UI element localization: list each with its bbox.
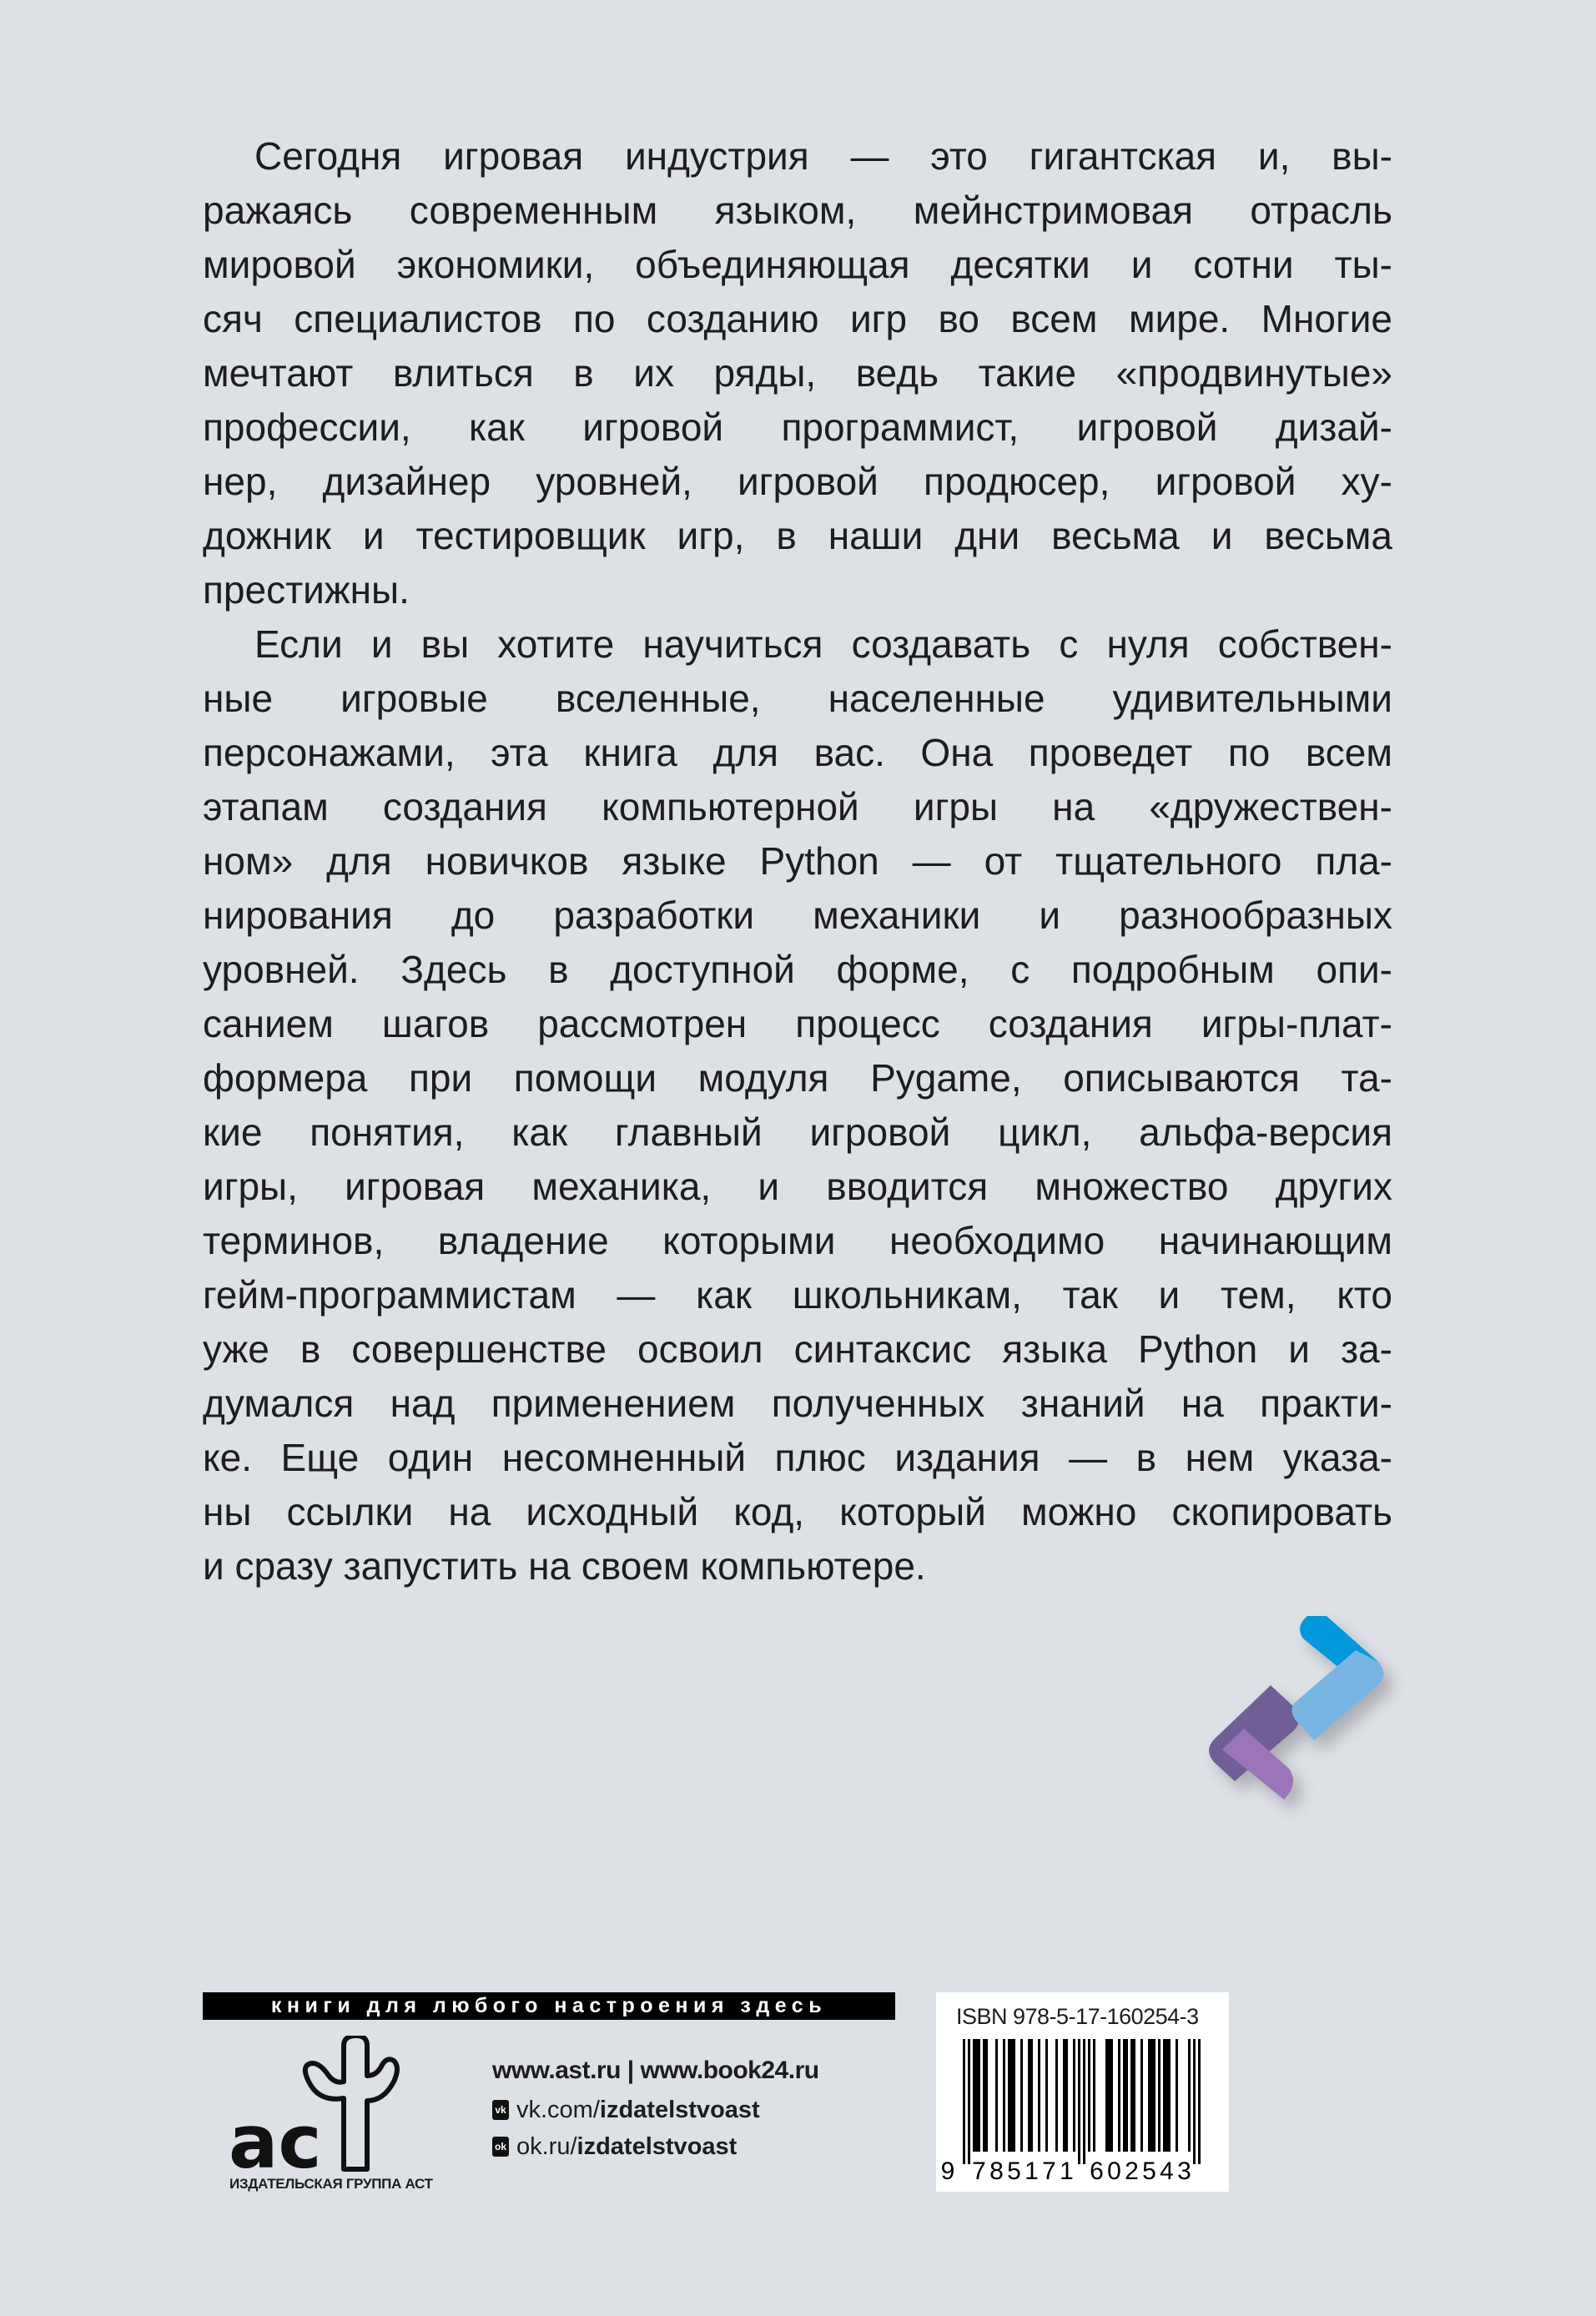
text-line: и сразу запустить на своем компьютере. xyxy=(203,1544,926,1588)
barcode-bar xyxy=(978,2039,980,2152)
text-line: уровней. Здесь в доступной форме, с подробным опи- xyxy=(203,948,1392,991)
barcode-bar xyxy=(1073,2039,1075,2152)
barcode-bar xyxy=(1063,2039,1065,2152)
barcode-bar xyxy=(1123,2039,1125,2152)
text-line: ке. Еще один несомненный плюс издания — в нем указа- xyxy=(203,1436,1392,1479)
barcode-bar xyxy=(1148,2039,1150,2152)
text-line: формера при помощи модуля Pygame, описываются та- xyxy=(203,1056,1392,1100)
barcode-digit: 1 xyxy=(1060,2157,1074,2185)
barcode-bar xyxy=(963,2039,965,2164)
text-line: терминов, владение которыми необходимо начинающим xyxy=(203,1219,1392,1262)
barcode-bar xyxy=(1020,2039,1023,2152)
barcode-bar xyxy=(1088,2039,1090,2152)
barcode-bar xyxy=(985,2039,988,2152)
barcode-bar xyxy=(1065,2039,1068,2152)
barcode-digit: 0 xyxy=(1107,2157,1121,2185)
website-links[interactable]: www.ast.ru | www.book24.ru xyxy=(492,2057,819,2084)
barcode-bar xyxy=(1125,2039,1128,2152)
publisher-slogan-banner: книги для любого настроения здесь xyxy=(203,1992,895,2020)
barcode-bar xyxy=(1045,2039,1048,2152)
text-line: кие понятия, как главный игровой цикл, альфа-версия xyxy=(203,1110,1392,1154)
text-line: нирования до разработки механики и разнообразных xyxy=(203,894,1392,937)
barcode-bar xyxy=(1083,2039,1085,2164)
barcode-bar xyxy=(1168,2039,1171,2152)
barcode-digit: 3 xyxy=(1177,2157,1191,2185)
ok-prefix: ok.ru/ xyxy=(516,2132,577,2160)
barcode-digit: 9 xyxy=(940,2157,955,2185)
barcode-bar xyxy=(1140,2039,1143,2152)
barcode-bar xyxy=(1093,2039,1095,2152)
barcode-bar xyxy=(1105,2039,1108,2152)
isbn-barcode-box xyxy=(936,1992,1229,2192)
text-line: мировой экономики, объединяющая десятки и сотни ты- xyxy=(203,243,1392,286)
ean13-barcode xyxy=(936,2039,1229,2192)
text-line: сяч специалистов по созданию игр во всем мире. Многие xyxy=(203,297,1392,340)
publisher-links xyxy=(492,2052,819,2162)
isbn-label: ISBN 978-5-17-160254-3 xyxy=(956,2004,1199,2029)
text-line: санием шагов рассмотрен процесс создания игры-плат- xyxy=(203,1002,1392,1045)
text-line: гейм-программистам — как школьникам, так и тем, кто xyxy=(203,1273,1392,1317)
text-line: игры, игровая механика, и вводится множество других xyxy=(203,1165,1392,1208)
book-description xyxy=(203,129,1392,1594)
vk-handle: izdatelstvoast xyxy=(599,2096,760,2123)
barcode-bar xyxy=(1010,2039,1013,2152)
barcode-bar xyxy=(1133,2039,1135,2152)
barcode-digit: 4 xyxy=(1160,2157,1174,2185)
barcode-digit: 2 xyxy=(1125,2157,1139,2185)
text-line: ные игровые вселенные, населенные удивительными xyxy=(203,677,1392,720)
vk-link[interactable] xyxy=(492,2094,819,2126)
barcode-bar xyxy=(1118,2039,1120,2152)
text-line: Если и вы хотите научиться создавать с нуля собствен- xyxy=(254,622,1392,666)
text-line: Сегодня игровая индустрия — это гигантская и, вы- xyxy=(254,134,1392,178)
barcode-bar xyxy=(1078,2039,1080,2164)
barcode-bar xyxy=(1108,2039,1110,2152)
ast-publisher-logo xyxy=(219,2036,436,2178)
barcode-bar xyxy=(1153,2039,1155,2152)
vk-icon: vk xyxy=(492,2100,509,2120)
text-line: дожник и тестировщик игр, в наши дни весьма и весьма xyxy=(203,514,1392,557)
barcode-digit: 7 xyxy=(1042,2157,1056,2185)
text-line: персонажами, эта книга для вас. Она проведет по всем xyxy=(203,731,1392,774)
ok-icon: ok xyxy=(492,2137,509,2157)
barcode-bar xyxy=(1163,2039,1166,2152)
vk-prefix: vk.com/ xyxy=(516,2096,600,2123)
barcode-bar xyxy=(1198,2039,1201,2164)
barcode-bar xyxy=(1008,2039,1010,2152)
text-line: престижны. xyxy=(203,568,410,612)
logo-text: ac xyxy=(229,2099,322,2178)
barcode-bar xyxy=(1188,2039,1191,2152)
barcode-bar xyxy=(975,2039,978,2152)
barcode-bar xyxy=(1055,2039,1058,2152)
text-line: нер, дизайнер уровней, игровой продюсер, игровой ху- xyxy=(203,460,1392,503)
ok-handle: izdatelstvoast xyxy=(576,2132,738,2160)
code-brackets-icon xyxy=(1189,1602,1406,1827)
barcode-bar xyxy=(1013,2039,1015,2152)
barcode-bar xyxy=(995,2039,998,2152)
barcode-bar xyxy=(1028,2039,1030,2152)
publisher-name: ИЗДАТЕЛЬСКАЯ ГРУППА АСТ xyxy=(229,2176,433,2192)
text-line: уже в совершенстве освоил синтаксис языка Python и за- xyxy=(203,1327,1392,1371)
barcode-bar xyxy=(1193,2039,1196,2164)
barcode-bar xyxy=(983,2039,985,2152)
barcode-digit: 5 xyxy=(1007,2157,1021,2185)
barcode-bar xyxy=(1130,2039,1133,2152)
text-line: профессии, как игровой программист, игровой дизай- xyxy=(203,405,1392,449)
text-line: ном» для новичков языке Python — от тщательного пла- xyxy=(203,839,1392,883)
barcode-digit: 7 xyxy=(972,2157,986,2185)
barcode-bar xyxy=(968,2039,970,2164)
text-line: этапам создания компьютерной игры на «дружествен- xyxy=(203,785,1392,828)
barcode-digit: 6 xyxy=(1090,2157,1104,2185)
barcode-bar xyxy=(1150,2039,1153,2152)
barcode-bar xyxy=(1166,2039,1168,2152)
ok-link[interactable] xyxy=(492,2131,819,2162)
text-line: думался над применением полученных знаний на практи- xyxy=(203,1382,1392,1425)
text-line: мечтают влиться в их ряды, ведь такие «продвинутые» xyxy=(203,351,1392,395)
barcode-bar xyxy=(1158,2039,1160,2152)
text-line: ражаясь современным языком, мейнстримовая отрасль xyxy=(203,189,1392,232)
barcode-bar xyxy=(1038,2039,1040,2152)
barcode-bar xyxy=(973,2039,975,2152)
barcode-bar xyxy=(1030,2039,1033,2152)
barcode-digit: 8 xyxy=(989,2157,1004,2185)
barcode-bar xyxy=(1003,2039,1005,2152)
barcode-digit: 5 xyxy=(1142,2157,1156,2185)
barcode-bar xyxy=(1110,2039,1113,2152)
barcode-digit: 1 xyxy=(1025,2157,1039,2185)
text-line: ны ссылки на исходный код, который можно скопировать xyxy=(203,1490,1392,1533)
barcode-bar xyxy=(1176,2039,1178,2152)
